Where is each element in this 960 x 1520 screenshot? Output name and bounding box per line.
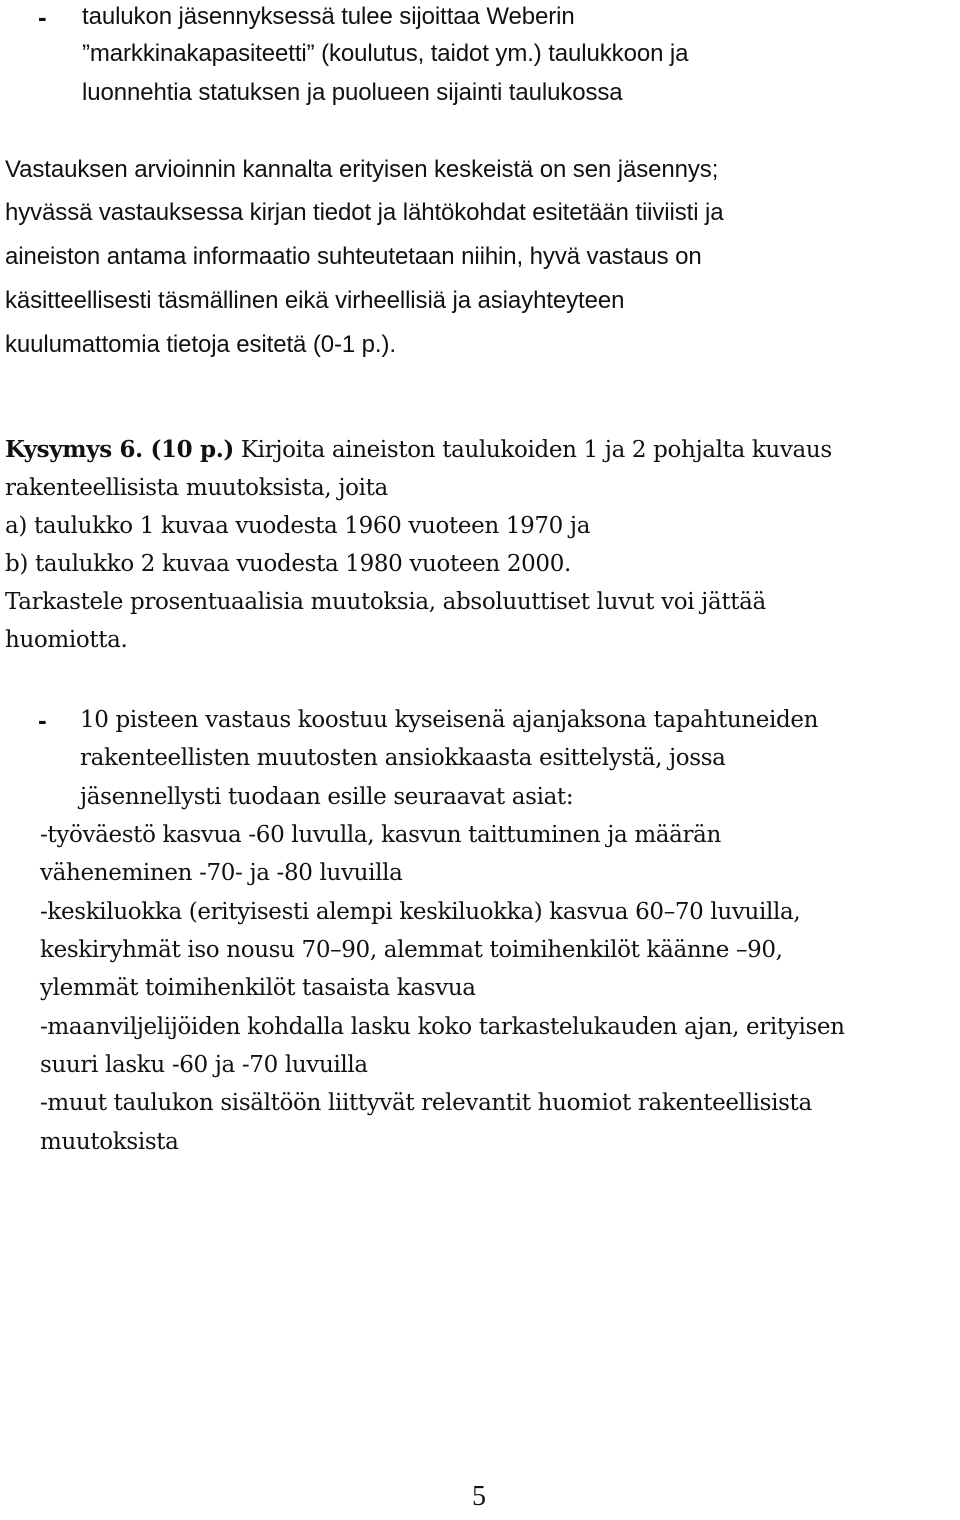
paragraph-line: kuulumattomia tietoja esitetä (0-1 p.).: [5, 331, 396, 358]
bullet-line: taulukon jäsennyksessä tulee sijoittaa Weberin: [82, 3, 575, 30]
question-text: Kirjoita aineiston taulukoiden 1 ja 2 pohjalta kuvaus: [233, 437, 832, 463]
answer-line: -muut taulukon sisältöön liittyvät relevantit huomiot rakenteellisista: [40, 1090, 812, 1116]
answer-line: muutoksista: [40, 1129, 179, 1155]
question-line: b) taulukko 2 kuvaa vuodesta 1980 vuoteen 2000.: [5, 551, 571, 577]
answer-line: -keskiluokka (erityisesti alempi keskiluokka) kasvua 60–70 luvuilla,: [40, 899, 801, 925]
paragraph-line: käsitteellisesti täsmällinen eikä virheellisiä ja asiayhteyteen: [5, 287, 625, 314]
answer-bullet-line: rakenteellisten muutosten ansiokkaasta esittelystä, jossa: [80, 745, 726, 771]
question-line: a) taulukko 1 kuvaa vuodesta 1960 vuoteen 1970 ja: [5, 513, 591, 539]
answer-line: suuri lasku -60 ja -70 luvuilla: [40, 1052, 368, 1078]
answer-line: -työväestö kasvua -60 luvulla, kasvun taittuminen ja määrän: [40, 822, 721, 848]
answer-bullet-line: jäsennellysti tuodaan esille seuraavat asiat:: [80, 784, 574, 810]
answer-line: -maanviljelijöiden kohdalla lasku koko tarkastelukauden ajan, erityisen: [40, 1014, 845, 1040]
answer-line: keskiryhmät iso nousu 70–90, alemmat toimihenkilöt käänne –90,: [40, 937, 783, 963]
question-line: Tarkastele prosentuaalisia muutoksia, absoluuttiset luvut voi jättää: [5, 589, 766, 615]
paragraph-line: Vastauksen arvioinnin kannalta erityisen keskeistä on sen jäsennys;: [5, 156, 719, 183]
answer-line: ylemmät toimihenkilöt tasaista kasvua: [40, 975, 476, 1001]
paragraph-line: aineiston antama informaatio suhteutetaan niihin, hyvä vastaus on: [5, 243, 702, 270]
page-number: 5: [472, 1481, 486, 1512]
question-heading: Kysymys 6. (10 p.): [5, 436, 234, 463]
bullet-dash: -: [38, 2, 47, 32]
answer-bullet-line: 10 pisteen vastaus koostuu kyseisenä ajanjaksona tapahtuneiden: [80, 707, 819, 733]
bullet-line: ”markkinakapasiteetti” (koulutus, taidot ym.) taulukkoon ja: [82, 40, 689, 67]
question-line: rakenteellisista muutoksista, joita: [5, 475, 388, 501]
answer-line: väheneminen -70- ja -80 luvuilla: [40, 860, 403, 886]
question-first-line: [5, 435, 832, 465]
bullet-dash: -: [38, 705, 47, 735]
bullet-line: luonnehtia statuksen ja puolueen sijainti taulukossa: [82, 79, 623, 106]
paragraph-line: hyvässä vastauksessa kirjan tiedot ja lähtökohdat esitetään tiiviisti ja: [5, 199, 724, 226]
question-line: huomiotta.: [5, 627, 128, 653]
